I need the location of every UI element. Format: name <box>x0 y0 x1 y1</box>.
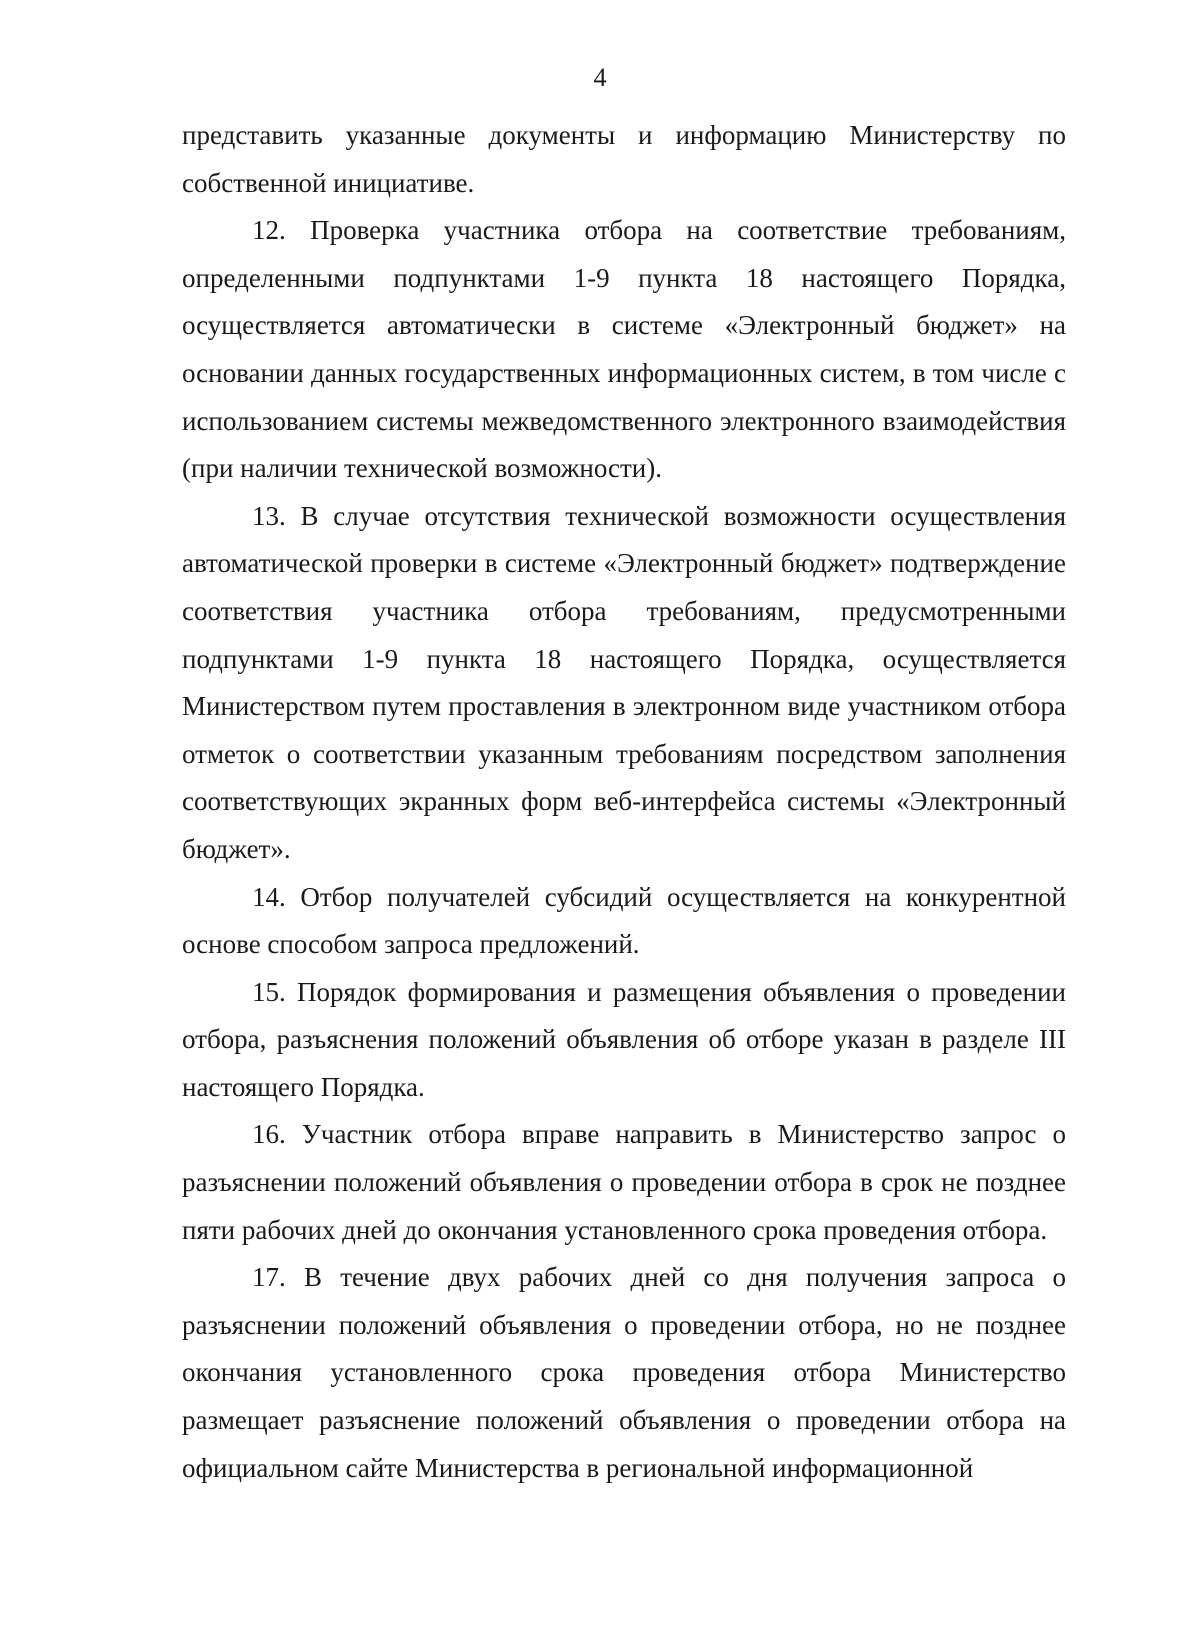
document-body <box>182 112 1066 1492</box>
paragraph-14: 14. Отбор получателей субсидий осуществляется на конкурентной основе способом запроса предложений. <box>182 881 1066 960</box>
paragraph-12: 12. Проверка участника отбора на соответствие требованиям, определенными подпунктами 1-9 пункта 18 настоящего Порядка, осуществляется автоматически в системе «Электронный бюджет» на основании данных государственных информационных систем, в том числе с использованием системы межведомственного электронного взаимодействия (при наличии технической возможности). <box>182 215 1066 484</box>
paragraph-15: 15. Порядок формирования и размещения объявления о проведении отбора, разъяснения положений объявления об отборе указан в разделе III настоящего Порядка. <box>182 976 1066 1102</box>
paragraph-16: 16. Участник отбора вправе направить в Министерство запрос о разъяснении положений объявления о проведении отбора в срок не позднее пяти рабочих дней до окончания установленного срока проведения отбора. <box>182 1119 1066 1245</box>
paragraph-13: 13. В случае отсутствия технической возможности осуществления автоматической проверки в системе «Электронный бюджет» подтверждение соответствия участника отбора требованиям, предусмотренными подпунктами 1-9 пункта 18 настоящего Порядка, осуществляется Министерством путем проставления в электронном виде участником отбора отметок о соответствии указанным требованиям посредством заполнения соответствующих экранных форм веб-интерфейса системы «Электронный бюджет». <box>182 500 1066 864</box>
page-number: 4 <box>593 63 607 92</box>
paragraph-continuation: представить указанные документы и информацию Министерству по собственной инициативе. <box>182 120 1066 198</box>
paragraph-17: 17. В течение двух рабочих дней со дня получения запроса о разъяснении положений объявления о проведении отбора, но не позднее окончания установленного срока проведения отбора Министерство размещает разъяснение положений объявления о проведении отбора на официальном сайте Министерства в региональной информационной <box>182 1262 1066 1483</box>
